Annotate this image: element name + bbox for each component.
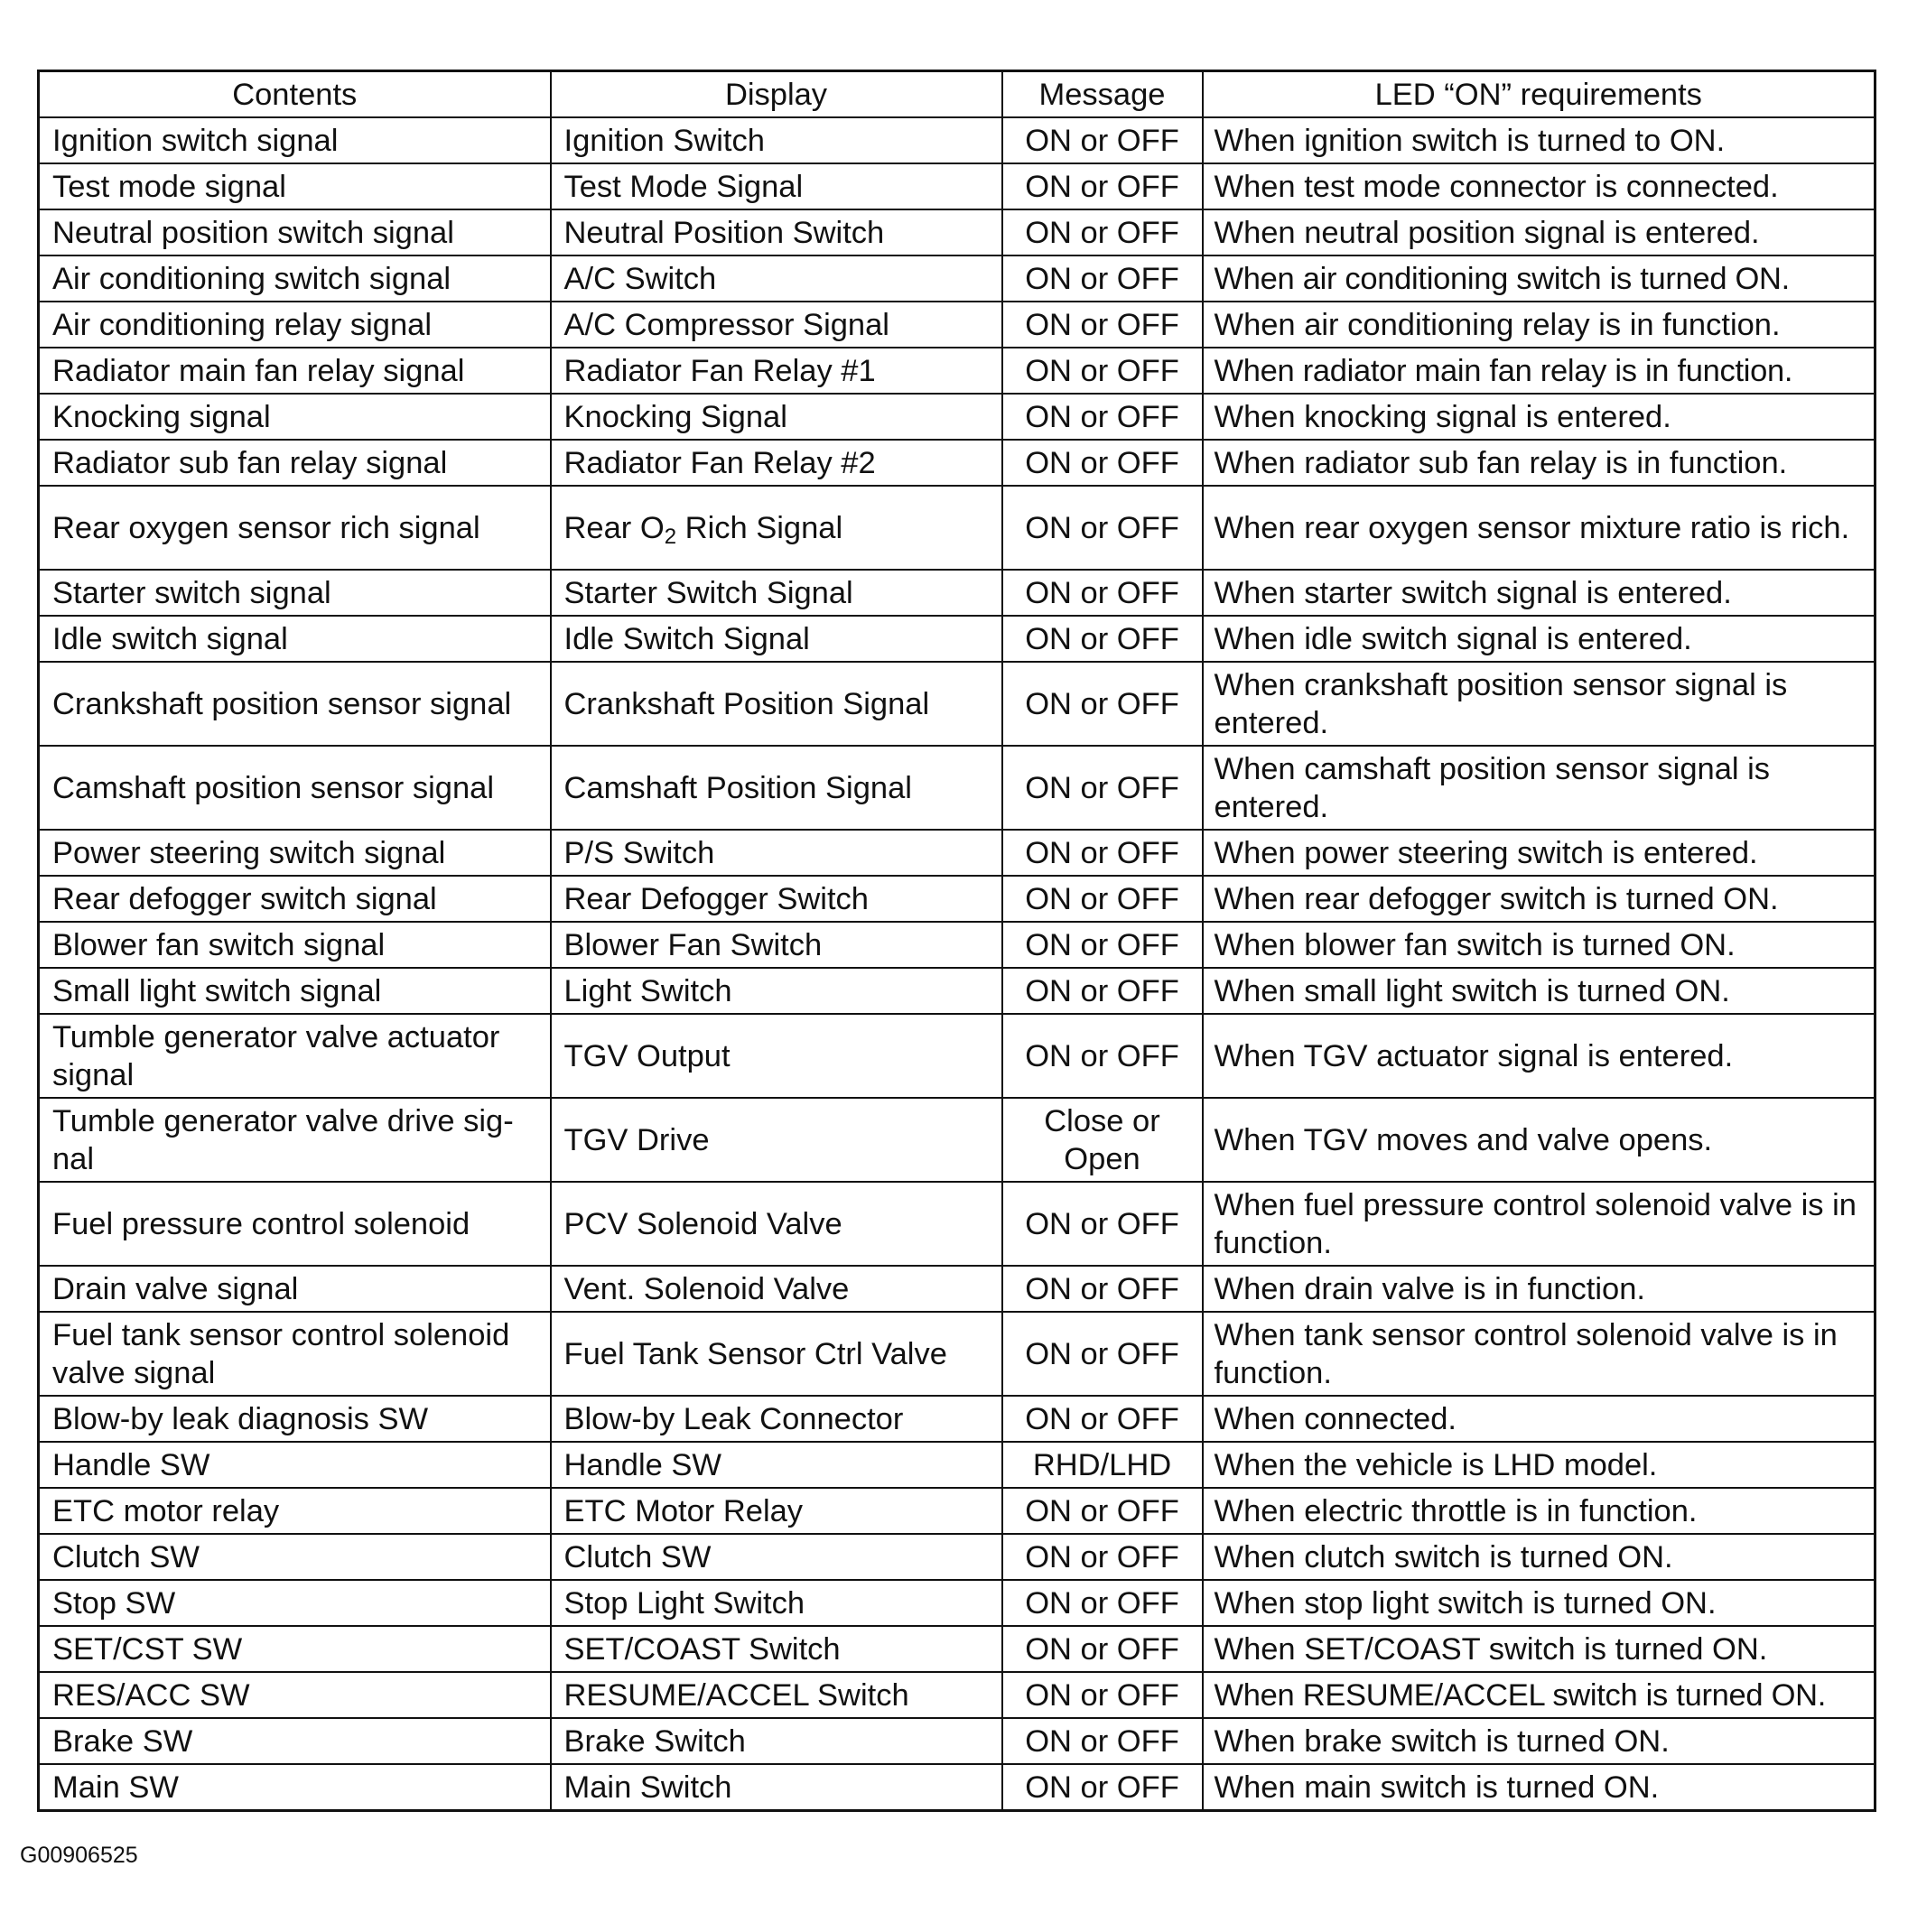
led-requirement-cell: When brake switch is turned ON. (1203, 1718, 1875, 1764)
led-requirement-cell: When knocking signal is entered. (1203, 394, 1875, 440)
contents-cell: Knocking signal (39, 394, 551, 440)
display-cell: RESUME/ACCEL Switch (551, 1672, 1002, 1718)
display-text: Rear O (563, 510, 665, 545)
display-cell: Starter Switch Signal (551, 570, 1002, 616)
display-cell: SET/COAST Switch (551, 1626, 1002, 1672)
led-requirement-cell: When electric throttle is in function. (1203, 1488, 1875, 1534)
message-cell: ON or OFF (1002, 1764, 1203, 1811)
message-cell: ON or OFF (1002, 1580, 1203, 1626)
message-cell: ON or OFF (1002, 440, 1203, 486)
display-cell: Rear Defogger Switch (551, 876, 1002, 922)
table-row (39, 662, 1875, 746)
message-cell: ON or OFF (1002, 302, 1203, 348)
contents-cell: Tumble generator valve drive sig-nal (39, 1098, 551, 1182)
display-cell: Test Mode Signal (551, 163, 1002, 209)
display-cell: TGV Output (551, 1014, 1002, 1098)
led-requirement-cell: When ignition switch is turned to ON. (1203, 117, 1875, 163)
led-requirement-cell: When power steering switch is entered. (1203, 830, 1875, 876)
message-cell: ON or OFF (1002, 1396, 1203, 1442)
message-cell: ON or OFF (1002, 117, 1203, 163)
table-row (39, 440, 1875, 486)
table-row (39, 570, 1875, 616)
table-row (39, 348, 1875, 394)
message-cell: ON or OFF (1002, 1312, 1203, 1396)
header-message: Message (1002, 71, 1203, 118)
contents-cell: Radiator sub fan relay signal (39, 440, 551, 486)
table-row (39, 1672, 1875, 1718)
led-requirement-cell: When TGV actuator signal is entered. (1203, 1014, 1875, 1098)
header-row (39, 71, 1875, 118)
message-cell: Close or Open (1002, 1098, 1203, 1182)
led-requirement-cell: When rear defogger switch is turned ON. (1203, 876, 1875, 922)
message-cell: ON or OFF (1002, 616, 1203, 662)
table-row (39, 616, 1875, 662)
table-row (39, 1580, 1875, 1626)
contents-cell: Idle switch signal (39, 616, 551, 662)
display-cell: PCV Solenoid Valve (551, 1182, 1002, 1266)
display-cell: Light Switch (551, 968, 1002, 1014)
led-requirement-cell: When camshaft position sensor signal is entered. (1203, 746, 1875, 830)
display-cell: ETC Motor Relay (551, 1488, 1002, 1534)
table-row (39, 1488, 1875, 1534)
figure-id: G00906525 (20, 1843, 138, 1868)
message-cell: ON or OFF (1002, 746, 1203, 830)
display-cell: Camshaft Position Signal (551, 746, 1002, 830)
led-requirement-cell: When air conditioning relay is in function. (1203, 302, 1875, 348)
table-row (39, 1626, 1875, 1672)
display-cell: Handle SW (551, 1442, 1002, 1488)
contents-cell: Air conditioning relay signal (39, 302, 551, 348)
led-requirement-cell: When drain valve is in function. (1203, 1266, 1875, 1312)
display-cell: P/S Switch (551, 830, 1002, 876)
message-cell: ON or OFF (1002, 876, 1203, 922)
message-cell: ON or OFF (1002, 1014, 1203, 1098)
led-requirement-cell: When starter switch signal is entered. (1203, 570, 1875, 616)
display-cell: Stop Light Switch (551, 1580, 1002, 1626)
display-cell: A/C Compressor Signal (551, 302, 1002, 348)
table-row (39, 876, 1875, 922)
contents-cell: Power steering switch signal (39, 830, 551, 876)
contents-cell: Rear oxygen sensor rich signal (39, 486, 551, 570)
contents-cell: Fuel tank sensor control solenoid valve signal (39, 1312, 551, 1396)
contents-cell: Ignition switch signal (39, 117, 551, 163)
display-cell: Clutch SW (551, 1534, 1002, 1580)
table-row (39, 830, 1875, 876)
message-cell: ON or OFF (1002, 1626, 1203, 1672)
led-requirement-cell: When RESUME/ACCEL switch is turned ON. (1203, 1672, 1875, 1718)
table-row (39, 255, 1875, 302)
contents-cell: Starter switch signal (39, 570, 551, 616)
table-row (39, 1312, 1875, 1396)
table-row (39, 486, 1875, 570)
message-cell: ON or OFF (1002, 1488, 1203, 1534)
contents-cell: Crankshaft position sensor signal (39, 662, 551, 746)
table-row (39, 746, 1875, 830)
contents-cell: Rear defogger switch signal (39, 876, 551, 922)
message-cell: ON or OFF (1002, 1266, 1203, 1312)
header-led-requirements: LED “ON” requirements (1203, 71, 1875, 118)
table-row (39, 1764, 1875, 1811)
led-requirement-cell: When radiator main fan relay is in function. (1203, 348, 1875, 394)
display-cell: A/C Switch (551, 255, 1002, 302)
led-requirement-cell: When the vehicle is LHD model. (1203, 1442, 1875, 1488)
message-cell: ON or OFF (1002, 830, 1203, 876)
led-requirement-cell: When idle switch signal is entered. (1203, 616, 1875, 662)
message-cell: ON or OFF (1002, 662, 1203, 746)
message-cell: ON or OFF (1002, 1534, 1203, 1580)
table-row (39, 1182, 1875, 1266)
display-cell: Knocking Signal (551, 394, 1002, 440)
led-requirement-cell: When clutch switch is turned ON. (1203, 1534, 1875, 1580)
led-requirement-cell: When SET/COAST switch is turned ON. (1203, 1626, 1875, 1672)
contents-cell: Small light switch signal (39, 968, 551, 1014)
led-requirement-cell: When connected. (1203, 1396, 1875, 1442)
led-requirement-cell: When main switch is turned ON. (1203, 1764, 1875, 1811)
message-cell: ON or OFF (1002, 570, 1203, 616)
contents-cell: RES/ACC SW (39, 1672, 551, 1718)
display-cell: Crankshaft Position Signal (551, 662, 1002, 746)
contents-cell: Camshaft position sensor signal (39, 746, 551, 830)
led-requirement-cell: When stop light switch is turned ON. (1203, 1580, 1875, 1626)
led-requirement-cell: When crankshaft position sensor signal is entered. (1203, 662, 1875, 746)
table-row (39, 1442, 1875, 1488)
display-text: Rich Signal (676, 510, 843, 545)
table-row (39, 922, 1875, 968)
table-row (39, 1266, 1875, 1312)
table-row (39, 1534, 1875, 1580)
display-cell: Vent. Solenoid Valve (551, 1266, 1002, 1312)
led-requirement-cell: When fuel pressure control solenoid valve is in function. (1203, 1182, 1875, 1266)
display-cell: Radiator Fan Relay #1 (551, 348, 1002, 394)
message-cell: ON or OFF (1002, 163, 1203, 209)
led-requirement-cell: When tank sensor control solenoid valve is in function. (1203, 1312, 1875, 1396)
message-cell: ON or OFF (1002, 968, 1203, 1014)
message-cell: RHD/LHD (1002, 1442, 1203, 1488)
led-requirement-cell: When rear oxygen sensor mixture ratio is rich. (1203, 486, 1875, 570)
contents-cell: Blower fan switch signal (39, 922, 551, 968)
subscript-text: 2 (664, 524, 677, 549)
message-cell: ON or OFF (1002, 255, 1203, 302)
table-row (39, 968, 1875, 1014)
display-cell: Main Switch (551, 1764, 1002, 1811)
led-requirement-cell: When small light switch is turned ON. (1203, 968, 1875, 1014)
contents-cell: Stop SW (39, 1580, 551, 1626)
table-row (39, 1718, 1875, 1764)
display-cell (551, 486, 1002, 570)
display-cell: Neutral Position Switch (551, 209, 1002, 255)
display-cell: Idle Switch Signal (551, 616, 1002, 662)
message-cell: ON or OFF (1002, 348, 1203, 394)
table-row (39, 1396, 1875, 1442)
contents-cell: ETC motor relay (39, 1488, 551, 1534)
contents-cell: Fuel pressure control solenoid (39, 1182, 551, 1266)
led-requirement-cell: When TGV moves and valve opens. (1203, 1098, 1875, 1182)
display-cell: TGV Drive (551, 1098, 1002, 1182)
display-cell: Brake Switch (551, 1718, 1002, 1764)
contents-cell: Tumble generator valve actuator signal (39, 1014, 551, 1098)
contents-cell: Radiator main fan relay signal (39, 348, 551, 394)
led-requirement-cell: When neutral position signal is entered. (1203, 209, 1875, 255)
table-row (39, 117, 1875, 163)
table-row (39, 394, 1875, 440)
message-cell: ON or OFF (1002, 1718, 1203, 1764)
contents-cell: Air conditioning switch signal (39, 255, 551, 302)
display-cell: Fuel Tank Sensor Ctrl Valve (551, 1312, 1002, 1396)
contents-cell: Clutch SW (39, 1534, 551, 1580)
message-cell: ON or OFF (1002, 922, 1203, 968)
contents-cell: Neutral position switch signal (39, 209, 551, 255)
contents-cell: Test mode signal (39, 163, 551, 209)
contents-cell: Main SW (39, 1764, 551, 1811)
contents-cell: SET/CST SW (39, 1626, 551, 1672)
display-cell: Blower Fan Switch (551, 922, 1002, 968)
header-display: Display (551, 71, 1002, 118)
led-requirement-cell: When test mode connector is connected. (1203, 163, 1875, 209)
display-cell: Radiator Fan Relay #2 (551, 440, 1002, 486)
contents-cell: Drain valve signal (39, 1266, 551, 1312)
table-row (39, 209, 1875, 255)
contents-cell: Blow-by leak diagnosis SW (39, 1396, 551, 1442)
led-requirement-cell: When air conditioning switch is turned ON. (1203, 255, 1875, 302)
table-row (39, 1098, 1875, 1182)
table-row (39, 1014, 1875, 1098)
contents-cell: Brake SW (39, 1718, 551, 1764)
led-requirement-cell: When blower fan switch is turned ON. (1203, 922, 1875, 968)
display-cell: Ignition Switch (551, 117, 1002, 163)
contents-cell: Handle SW (39, 1442, 551, 1488)
message-cell: ON or OFF (1002, 394, 1203, 440)
led-requirement-cell: When radiator sub fan relay is in function. (1203, 440, 1875, 486)
table-row (39, 302, 1875, 348)
message-cell: ON or OFF (1002, 486, 1203, 570)
message-cell: ON or OFF (1002, 1672, 1203, 1718)
table-row (39, 163, 1875, 209)
display-cell: Blow-by Leak Connector (551, 1396, 1002, 1442)
header-contents: Contents (39, 71, 551, 118)
message-cell: ON or OFF (1002, 209, 1203, 255)
signal-table (37, 70, 1876, 1812)
message-cell: ON or OFF (1002, 1182, 1203, 1266)
